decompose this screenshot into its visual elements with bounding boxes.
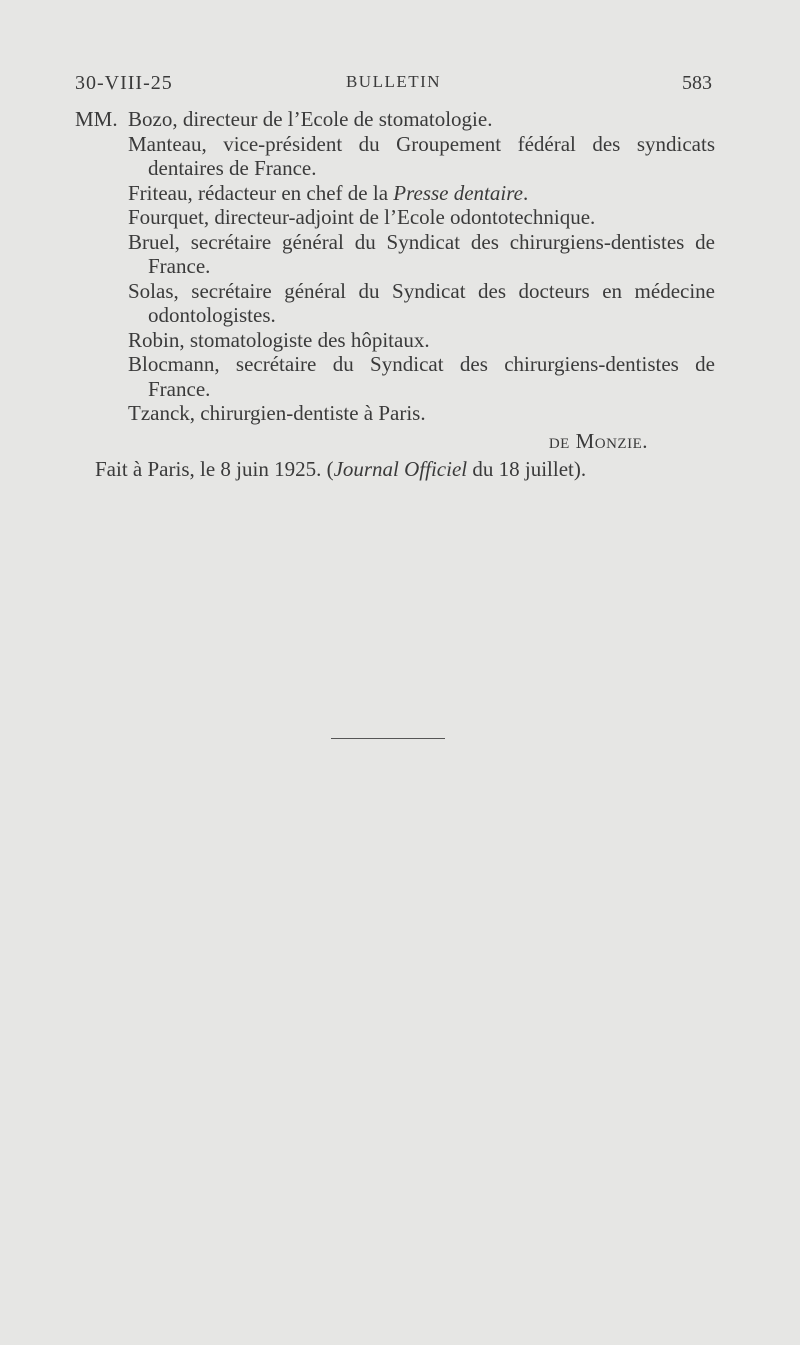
member-entry: Fourquet, directeur-adjoint de l’Ecole odontotechnique. — [128, 205, 596, 229]
member-entry — [75, 181, 715, 206]
member-entry: Bruel, secrétaire général du Syndicat des chirurgiens-dentistes de France. — [128, 229, 715, 278]
header-date: 30-VIII-25 — [75, 72, 173, 94]
closing-part1: Fait à Paris, le 8 juin 1925. ( — [95, 457, 334, 481]
section-divider — [331, 738, 445, 739]
running-head — [75, 72, 712, 102]
member-entry: Robin, stomatologiste des hôpitaux. — [128, 327, 430, 352]
members-prefix: MM. — [75, 107, 118, 131]
member-entry-text: Friteau, rédacteur en chef de la — [128, 180, 394, 205]
member-entry: Solas, secrétaire général du Syndicat des docteurs en médecine odontologistes. — [128, 278, 715, 327]
member-entry-text: Bozo, directeur de l’Ecole de stomatologie. — [128, 107, 493, 131]
closing-part2: du 18 juillet). — [467, 457, 587, 481]
member-entry: Tzanck, chirurgien-dentiste à Paris. — [128, 401, 426, 425]
closing-line — [75, 457, 715, 482]
body-text — [75, 107, 715, 482]
header-title: BULLETIN — [345, 72, 442, 91]
journal-name: Presse dentaire — [393, 180, 523, 205]
member-entry-end: . — [522, 180, 529, 205]
member-entry: Manteau, vice-président du Groupement fédéral des syndicats dentaires de France. — [128, 131, 715, 180]
member-entry: Blocmann, secrétaire du Syndicat des chirurgiens-dentistes de France. — [128, 352, 715, 401]
signature: de Monzie. — [548, 428, 648, 453]
page-number: 583 — [682, 72, 712, 94]
member-entry — [75, 107, 715, 132]
closing-journal: Journal Officiel — [333, 457, 468, 481]
